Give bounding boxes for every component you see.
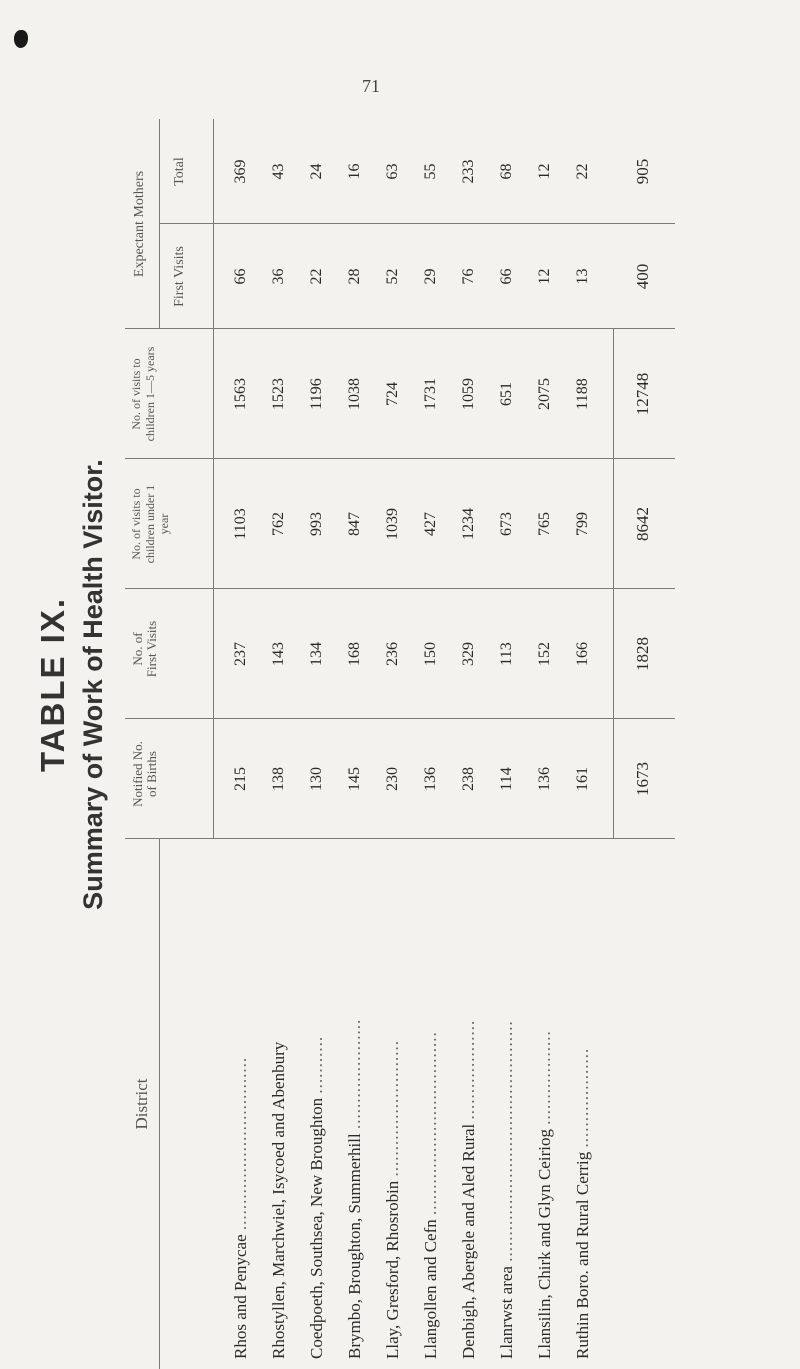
cell-value: 43: [270, 163, 287, 180]
cell-value: 2075: [536, 378, 553, 410]
cell-value: 1038: [346, 378, 363, 410]
district-name: Rhos and Penycae: [231, 1234, 250, 1359]
cell-value: 329: [460, 642, 477, 666]
cell-value: 76: [460, 268, 477, 285]
cell-value: 168: [346, 642, 363, 666]
district-row: [268, 819, 290, 1359]
cell-value: 651: [498, 382, 515, 406]
title-block: [36, 0, 126, 1369]
ink-blot: [14, 30, 28, 48]
column-first-visits: [125, 589, 675, 719]
cell-value: 427: [422, 512, 439, 536]
cell-value: 1103: [232, 508, 249, 540]
leader-dots: ...................: [573, 1047, 592, 1148]
district-name: Llanrwst area: [497, 1266, 516, 1359]
cell-value: 237: [232, 642, 249, 666]
cell-value: 233: [460, 159, 477, 184]
cell-value: 1188: [574, 378, 591, 410]
cell-value: 143: [270, 642, 287, 666]
cell-value: 136: [422, 767, 439, 791]
table-subtitle: Summary of Work of Health Visitor.: [78, 459, 108, 910]
cell-value: 847: [346, 512, 363, 536]
total-value: 1828: [633, 637, 652, 671]
district-name: Llansilin, Chirk and Glyn Ceiriog: [535, 1129, 554, 1359]
cell-value: 150: [422, 642, 439, 666]
cell-value: 22: [574, 163, 591, 180]
cell-value: 145: [346, 767, 363, 791]
cell-value: 238: [460, 767, 477, 791]
cell-value: 1563: [232, 378, 249, 410]
column-expectant-first-visits: [125, 224, 675, 329]
cell-value: 152: [536, 642, 553, 666]
cell-value: 1039: [384, 508, 401, 540]
leader-dots: ..................: [535, 1030, 554, 1125]
leader-dots: ...........: [307, 1035, 326, 1094]
table-title: TABLE IX.: [34, 596, 71, 773]
total-value: 905: [633, 158, 652, 185]
cell-value: 762: [270, 512, 287, 536]
header-rule: [159, 839, 160, 1369]
total-value: 8642: [633, 507, 652, 541]
district-name: Llay, Gresford, Rhosrobin: [383, 1180, 402, 1359]
cell-value: 12: [536, 163, 553, 180]
district-row: [572, 819, 594, 1359]
district-name: Ruthin Boro. and Rural Cerrig: [573, 1151, 592, 1359]
cell-value: 166: [574, 642, 591, 666]
cell-value: 22: [308, 268, 325, 285]
column-expectant-total: [125, 119, 675, 224]
header-visits-1-5: No. of visits to children 1—5 years: [129, 346, 157, 442]
header-district: District: [132, 1078, 151, 1130]
cell-value: 724: [384, 382, 401, 406]
cell-value: 113: [498, 642, 515, 666]
cell-value: 993: [308, 512, 325, 536]
header-visits-under-1: No. of visits to children under 1 year: [129, 484, 171, 564]
total-value: 1673: [633, 762, 652, 796]
header-expectant-total: Total: [172, 157, 187, 186]
cell-value: 369: [232, 159, 249, 184]
cell-value: 68: [498, 163, 515, 180]
cell-value: 66: [498, 268, 515, 285]
cell-value: 24: [308, 163, 325, 180]
district-name: Denbigh, Abergele and Aled Rural: [459, 1123, 478, 1359]
district-row: [344, 819, 366, 1359]
total-value: 12748: [633, 372, 652, 416]
cell-value: 1059: [460, 378, 477, 410]
column-visits-1-5: [125, 329, 675, 459]
cell-value: 63: [384, 163, 401, 180]
district-row: [306, 819, 328, 1359]
header-expectant-first-visits: First Visits: [172, 246, 187, 307]
cell-value: 55: [422, 163, 439, 180]
cell-value: 13: [574, 268, 591, 285]
district-row: [534, 819, 556, 1359]
cell-value: 36: [270, 268, 287, 285]
column-notified-births: [125, 719, 675, 839]
cell-value: 215: [232, 767, 249, 791]
cell-value: 52: [384, 268, 401, 285]
summary-table: [125, 119, 675, 1369]
cell-value: 12: [536, 268, 553, 285]
cell-value: 1731: [422, 378, 439, 410]
cell-value: 161: [574, 767, 591, 791]
district-name: Llangollen and Cefn: [421, 1219, 440, 1359]
page-number: 71: [362, 76, 380, 96]
leader-dots: ..............................................: [497, 1020, 516, 1262]
cell-value: 1523: [270, 378, 287, 410]
cell-value: 130: [308, 767, 325, 791]
cell-value: 134: [308, 642, 325, 666]
leader-dots: ...................: [459, 1019, 478, 1120]
cell-value: 114: [498, 767, 515, 791]
total-value: 400: [633, 263, 652, 290]
cell-value: 66: [232, 268, 249, 285]
district-name: Brymbo, Broughton, Summerhill: [345, 1133, 364, 1359]
header-notified-births: Notified No. of Births: [130, 741, 159, 807]
district-name: Rhostyllen, Marchwiel, Isycoed and Abenbury: [269, 1041, 288, 1359]
cell-value: 1234: [460, 508, 477, 540]
cell-value: 138: [270, 767, 287, 791]
cell-value: 1196: [308, 378, 325, 410]
district-row: [230, 819, 252, 1359]
leader-dots: .....................: [345, 1018, 364, 1130]
cell-value: 236: [384, 642, 401, 666]
header-first-visits: No. of First Visits: [130, 620, 159, 678]
cell-value: 28: [346, 268, 363, 285]
district-row: [496, 819, 518, 1359]
column-visits-under-1: [125, 459, 675, 589]
cell-value: 230: [384, 767, 401, 791]
cell-value: 136: [536, 767, 553, 791]
district-row: [382, 819, 404, 1359]
header-expectant-mothers: Expectant Mothers: [132, 170, 147, 278]
leader-dots: ...................................: [421, 1031, 440, 1215]
district-row: [458, 819, 480, 1359]
cell-value: 29: [422, 268, 439, 285]
leader-dots: .................................: [231, 1056, 250, 1231]
leader-dots: ..........................: [383, 1039, 402, 1177]
district-name: Coedpoeth, Southsea, New Broughton: [307, 1097, 326, 1359]
cell-value: 799: [574, 512, 591, 536]
district-row: [420, 819, 442, 1359]
cell-value: 765: [536, 512, 553, 536]
cell-value: 16: [346, 163, 363, 180]
cell-value: 673: [498, 512, 515, 536]
